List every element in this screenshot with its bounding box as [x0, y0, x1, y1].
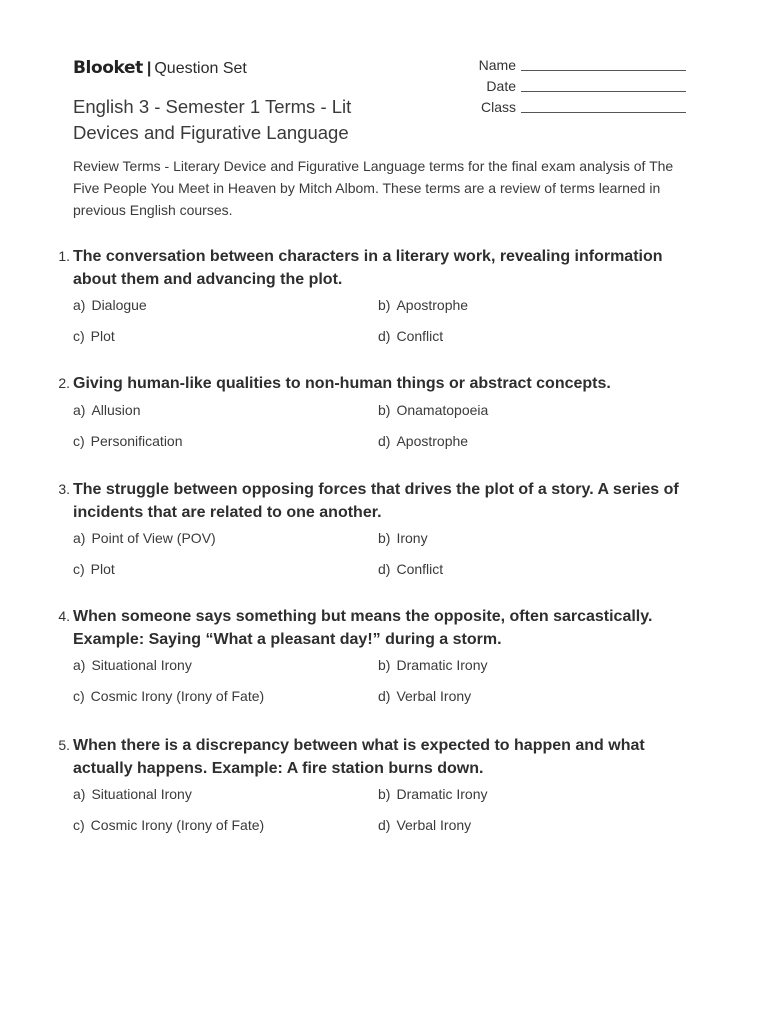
- option-d[interactable]: [378, 817, 471, 833]
- option-text: Cosmic Irony (Irony of Fate): [90, 817, 265, 833]
- blooket-logo: Blooket: [73, 58, 143, 78]
- option-text: Dialogue: [91, 297, 147, 313]
- option-a[interactable]: [73, 402, 140, 418]
- document-type: Question Set: [154, 60, 247, 77]
- option-letter: a): [73, 786, 86, 802]
- class-label: Class: [480, 99, 516, 115]
- student-info-fields: [440, 56, 686, 119]
- option-letter: d): [378, 561, 391, 577]
- option-text: Allusion: [91, 402, 141, 418]
- option-letter: c): [73, 817, 85, 833]
- option-letter: d): [378, 433, 391, 449]
- question-text: When there is a discrepancy between what is expected to happen and what actually happens. Example: A fire station burns down.: [73, 737, 645, 777]
- option-letter: a): [73, 657, 86, 673]
- option-b[interactable]: [378, 657, 487, 673]
- option-text: Situational Irony: [91, 657, 192, 673]
- option-text: Dramatic Irony: [396, 657, 488, 673]
- date-line[interactable]: [521, 91, 686, 92]
- option-a[interactable]: [73, 657, 192, 673]
- option-letter: a): [73, 297, 86, 313]
- option-a[interactable]: [73, 297, 147, 313]
- question-text: The conversation between characters in a literary work, revealing information about them and advancing the plot.: [73, 248, 663, 288]
- option-text: Conflict: [396, 561, 444, 577]
- option-c[interactable]: [73, 328, 115, 344]
- question-text: The struggle between opposing forces that drives the plot of a story. A series of incidents that are related to one another.: [73, 481, 679, 521]
- option-b[interactable]: [378, 786, 487, 802]
- option-text: Personification: [90, 433, 183, 449]
- name-label: Name: [478, 57, 516, 73]
- option-b[interactable]: [378, 530, 428, 546]
- option-text: Verbal Irony: [396, 817, 472, 833]
- option-letter: b): [378, 786, 391, 802]
- question-number: 2.: [58, 375, 70, 391]
- question-number: 1.: [58, 248, 70, 264]
- question-number: 4.: [58, 608, 70, 624]
- brand-separator: |: [146, 60, 152, 77]
- option-b[interactable]: [378, 402, 488, 418]
- option-text: Plot: [90, 561, 115, 577]
- option-letter: c): [73, 328, 85, 344]
- option-letter: b): [378, 530, 391, 546]
- option-a[interactable]: [73, 786, 192, 802]
- question-text: When someone says something but means the opposite, often sarcastically. Example: Saying “What a pleasant day!” during a storm.: [73, 608, 653, 648]
- option-b[interactable]: [378, 297, 468, 313]
- option-c[interactable]: [73, 817, 264, 833]
- class-field[interactable]: [440, 98, 686, 119]
- option-text: Plot: [90, 328, 115, 344]
- option-letter: b): [378, 657, 391, 673]
- date-label: Date: [486, 78, 516, 94]
- set-description: Review Terms - Literary Device and Figurative Language terms for the final exam analysis of The Five People You Meet in Heaven by Mitch Albom. These terms are a review of terms learned in previous English courses.: [73, 158, 674, 218]
- option-text: Point of View (POV): [91, 530, 216, 546]
- option-letter: c): [73, 688, 85, 704]
- name-line[interactable]: [521, 70, 686, 71]
- option-text: Situational Irony: [91, 786, 192, 802]
- option-text: Onamatopoeia: [396, 402, 489, 418]
- option-c[interactable]: [73, 688, 264, 704]
- option-letter: d): [378, 328, 391, 344]
- option-letter: b): [378, 297, 391, 313]
- option-letter: d): [378, 688, 391, 704]
- brand-line: [73, 58, 247, 78]
- date-field[interactable]: [440, 77, 686, 98]
- option-letter: b): [378, 402, 391, 418]
- option-d[interactable]: [378, 688, 471, 704]
- option-d[interactable]: [378, 561, 443, 577]
- option-d[interactable]: [378, 433, 468, 449]
- question-number: 3.: [58, 481, 70, 497]
- option-text: Dramatic Irony: [396, 786, 488, 802]
- option-text: Cosmic Irony (Irony of Fate): [90, 688, 265, 704]
- option-letter: a): [73, 530, 86, 546]
- class-line[interactable]: [521, 112, 686, 113]
- question-set-title: English 3 - Semester 1 Terms - Lit Devices and Figurative Language: [73, 96, 352, 143]
- question-number: 5.: [58, 737, 70, 753]
- option-a[interactable]: [73, 530, 216, 546]
- option-text: Apostrophe: [396, 297, 469, 313]
- name-field[interactable]: [440, 56, 686, 77]
- option-d[interactable]: [378, 328, 443, 344]
- question-text: Giving human-like qualities to non-human things or abstract concepts.: [73, 375, 611, 392]
- option-c[interactable]: [73, 561, 115, 577]
- option-c[interactable]: [73, 433, 183, 449]
- option-text: Verbal Irony: [396, 688, 472, 704]
- option-letter: d): [378, 817, 391, 833]
- option-letter: a): [73, 402, 86, 418]
- option-letter: c): [73, 561, 85, 577]
- option-text: Apostrophe: [396, 433, 469, 449]
- option-letter: c): [73, 433, 85, 449]
- option-text: Irony: [396, 530, 428, 546]
- option-text: Conflict: [396, 328, 444, 344]
